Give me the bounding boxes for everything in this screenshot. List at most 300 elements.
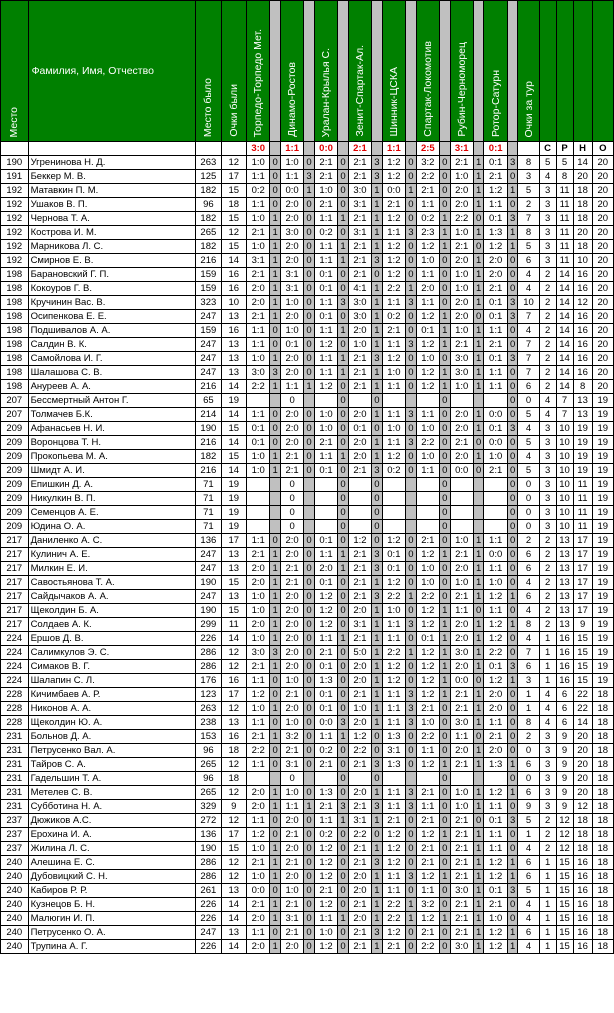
place-cell: 240 <box>1 912 29 926</box>
prediction-points-cell: 3 <box>507 296 518 310</box>
prediction-points-cell: 0 <box>439 814 450 828</box>
table-row <box>1 254 614 268</box>
prediction-cell: 1:1 <box>314 366 337 380</box>
prediction-cell <box>450 520 473 534</box>
o-cell: 18 <box>592 772 613 786</box>
prediction-cell: 1:2 <box>382 534 405 548</box>
prediction-cell: 2:0 <box>247 912 270 926</box>
prediction-points-cell: 0 <box>304 758 315 772</box>
c-cell: 1 <box>539 674 556 688</box>
prediction-points-cell: 3 <box>507 352 518 366</box>
prediction-cell: 1:0 <box>247 352 270 366</box>
prediction-cell: 1:2 <box>484 940 507 954</box>
prediction-cell <box>247 394 270 408</box>
prediction-points-cell: 1 <box>372 912 383 926</box>
prediction-points-cell: 0 <box>507 506 518 520</box>
prediction-cell: 1:1 <box>416 464 439 478</box>
prediction-points-cell: 0 <box>338 268 349 282</box>
n-cell: 18 <box>573 184 592 198</box>
prediction-points-cell: 1 <box>473 170 484 184</box>
table-row <box>1 576 614 590</box>
place-was-cell: 153 <box>196 730 221 744</box>
prediction-cell: 2:0 <box>280 702 303 716</box>
prediction-cell: 2:0 <box>247 800 270 814</box>
prediction-cell: 2:1 <box>348 926 371 940</box>
prediction-points-cell: 3 <box>338 800 349 814</box>
prediction-points-cell: 0 <box>270 422 281 436</box>
prediction-points-cell: 0 <box>304 296 315 310</box>
prediction-points-cell: 1 <box>473 268 484 282</box>
prediction-cell: 2:1 <box>450 702 473 716</box>
table-row <box>1 926 614 940</box>
prediction-points-cell: 1 <box>507 926 518 940</box>
prediction-points-cell: 0 <box>507 338 518 352</box>
name-cell: Петрусенко Вал. А. <box>28 744 196 758</box>
n-cell: 20 <box>573 744 592 758</box>
place-cell: 198 <box>1 282 29 296</box>
place-cell: 217 <box>1 534 29 548</box>
place-cell: 217 <box>1 562 29 576</box>
prediction-cell: 0 <box>280 394 303 408</box>
prediction-cell: 1:2 <box>314 618 337 632</box>
prediction-points-cell: 0 <box>406 674 417 688</box>
prediction-cell: 1:2 <box>247 688 270 702</box>
prediction-points-cell: 0 <box>304 842 315 856</box>
place-cell: 240 <box>1 940 29 954</box>
prediction-cell: 1:1 <box>314 240 337 254</box>
prediction-points-cell: 1 <box>439 828 450 842</box>
prediction-cell: 3:1 <box>247 254 270 268</box>
c-cell: 3 <box>539 744 556 758</box>
c-cell: 2 <box>539 338 556 352</box>
prediction-cell: 2:0 <box>450 254 473 268</box>
prediction-cell: 2:0 <box>450 422 473 436</box>
prediction-points-cell: 0 <box>304 688 315 702</box>
place-was-cell: 125 <box>196 170 221 184</box>
prediction-cell: 1:1 <box>382 226 405 240</box>
prediction-cell: 1:1 <box>280 800 303 814</box>
n-cell: 16 <box>573 898 592 912</box>
prediction-points-cell: 1 <box>270 240 281 254</box>
prediction-cell: 0:1 <box>484 660 507 674</box>
prediction-points-cell: 1 <box>372 716 383 730</box>
n-cell: 12 <box>573 296 592 310</box>
prediction-points-cell: 0 <box>439 296 450 310</box>
prediction-cell: 2:0 <box>484 702 507 716</box>
tour-points-cell: 8 <box>518 156 539 170</box>
prediction-points-cell: 1 <box>473 884 484 898</box>
place-was-cell: 136 <box>196 828 221 842</box>
r-cell: 13 <box>556 604 573 618</box>
match-result-8: 0:1 <box>484 142 507 156</box>
r-cell: 9 <box>556 730 573 744</box>
o-cell: 18 <box>592 688 613 702</box>
prediction-points-cell: 1 <box>372 282 383 296</box>
prediction-points-cell: 0 <box>304 940 315 954</box>
prediction-points-cell: 0 <box>338 576 349 590</box>
prediction-points-cell: 0 <box>507 408 518 422</box>
prediction-points-cell: 1 <box>507 786 518 800</box>
prediction-cell: 2:2 <box>382 590 405 604</box>
place-was-cell: 71 <box>196 520 221 534</box>
prediction-cell: 2:1 <box>247 268 270 282</box>
prediction-cell <box>416 506 439 520</box>
prediction-points-cell: 3 <box>372 562 383 576</box>
name-cell: Никулкин В. П. <box>28 492 196 506</box>
prediction-cell: 3:0 <box>348 296 371 310</box>
prediction-points-cell: 3 <box>372 590 383 604</box>
name-cell: Ануреев А. А. <box>28 380 196 394</box>
c-cell: 2 <box>539 814 556 828</box>
points-were-cell: 16 <box>221 730 246 744</box>
prediction-cell: 2:2 <box>416 436 439 450</box>
place-cell: 207 <box>1 394 29 408</box>
prediction-points-cell: 0 <box>406 240 417 254</box>
n-cell: 17 <box>573 604 592 618</box>
place-was-cell: 182 <box>196 184 221 198</box>
c-cell: 2 <box>539 618 556 632</box>
prediction-points-cell: 0 <box>439 534 450 548</box>
points-were-cell: 13 <box>221 926 246 940</box>
r-cell: 16 <box>556 632 573 646</box>
o-cell: 18 <box>592 842 613 856</box>
o-cell: 20 <box>592 170 613 184</box>
r-cell: 14 <box>556 380 573 394</box>
prediction-cell: 2:0 <box>484 688 507 702</box>
prediction-cell: 1:1 <box>314 254 337 268</box>
prediction-cell <box>484 394 507 408</box>
prediction-points-cell: 0 <box>406 548 417 562</box>
place-was-cell: 226 <box>196 632 221 646</box>
place-cell: 240 <box>1 926 29 940</box>
prediction-points-cell: 0 <box>304 912 315 926</box>
name-cell: Семенцов А. Е. <box>28 506 196 520</box>
o-cell: 19 <box>592 562 613 576</box>
table-row <box>1 408 614 422</box>
prediction-cell: 2:1 <box>314 170 337 184</box>
prediction-points-cell: 0 <box>507 254 518 268</box>
prediction-cell: 2:0 <box>348 450 371 464</box>
r-cell: 15 <box>556 898 573 912</box>
n-cell: 11 <box>573 478 592 492</box>
points-were-cell: 14 <box>221 940 246 954</box>
prediction-cell: 2:2 <box>247 380 270 394</box>
prediction-cell: 2:0 <box>348 604 371 618</box>
prediction-points-cell: 1 <box>473 716 484 730</box>
tour-points-cell: 6 <box>518 926 539 940</box>
r-cell: 15 <box>556 870 573 884</box>
prediction-cell: 2:1 <box>314 436 337 450</box>
prediction-points-cell: 0 <box>338 408 349 422</box>
n-cell: 22 <box>573 702 592 716</box>
r-cell: 15 <box>556 940 573 954</box>
prediction-cell: 0:0 <box>450 674 473 688</box>
c-cell: 3 <box>539 464 556 478</box>
prediction-points-cell: 1 <box>473 842 484 856</box>
table-row <box>1 296 614 310</box>
prediction-cell: 2:1 <box>416 702 439 716</box>
prediction-cell: 2:2 <box>416 170 439 184</box>
tour-points-cell: 10 <box>518 296 539 310</box>
match-result-4: 2:1 <box>348 142 371 156</box>
prediction-points-cell: 0 <box>439 884 450 898</box>
prediction-points-cell: 0 <box>338 646 349 660</box>
prediction-cell: 3:0 <box>450 366 473 380</box>
prediction-cell: 2:2 <box>416 730 439 744</box>
prediction-cell: 1:0 <box>247 870 270 884</box>
prediction-cell: 2:1 <box>450 240 473 254</box>
prediction-points-cell: 1 <box>473 618 484 632</box>
prediction-cell: 1:2 <box>314 940 337 954</box>
prediction-points-cell: 1 <box>507 618 518 632</box>
n-cell: 16 <box>573 310 592 324</box>
prediction-cell: 1:1 <box>314 730 337 744</box>
table-row <box>1 352 614 366</box>
points-were-cell: 12 <box>221 646 246 660</box>
prediction-cell: 2:1 <box>348 562 371 576</box>
name-cell: Щеколдин Ю. А. <box>28 716 196 730</box>
prediction-cell: 2:1 <box>280 744 303 758</box>
prediction-cell: 1:2 <box>484 632 507 646</box>
prediction-cell: 1:1 <box>416 296 439 310</box>
prediction-cell: 0:0 <box>314 716 337 730</box>
prediction-cell: 0:0 <box>450 464 473 478</box>
table-row <box>1 744 614 758</box>
place-was-cell: 123 <box>196 688 221 702</box>
prediction-points-cell: 0 <box>439 464 450 478</box>
table-row <box>1 366 614 380</box>
prediction-points-cell: 0 <box>304 674 315 688</box>
prediction-points-cell: 0 <box>406 828 417 842</box>
prediction-points-cell: 0 <box>304 352 315 366</box>
prediction-cell: 1:1 <box>382 632 405 646</box>
name-cell: Тайров С. А. <box>28 758 196 772</box>
n-cell: 16 <box>573 282 592 296</box>
prediction-cell: 0:1 <box>247 422 270 436</box>
prediction-cell: 2:1 <box>450 436 473 450</box>
c-cell: 4 <box>539 394 556 408</box>
prediction-cell: 2:1 <box>247 660 270 674</box>
prediction-cell: 2:0 <box>348 786 371 800</box>
prediction-cell: 1:1 <box>382 716 405 730</box>
prediction-cell: 1:2 <box>484 786 507 800</box>
o-cell: 19 <box>592 534 613 548</box>
prediction-points-cell: 0 <box>406 324 417 338</box>
prediction-points-cell: 0 <box>507 912 518 926</box>
prediction-points-cell: 1 <box>372 324 383 338</box>
prediction-points-cell <box>270 506 281 520</box>
prediction-cell: 2:0 <box>450 310 473 324</box>
place-was-cell: 247 <box>196 926 221 940</box>
o-cell: 18 <box>592 702 613 716</box>
table-row <box>1 324 614 338</box>
prediction-points-cell: 0 <box>406 926 417 940</box>
prediction-cell: 0:0 <box>484 548 507 562</box>
prediction-points-cell: 1 <box>439 380 450 394</box>
o-cell: 18 <box>592 870 613 884</box>
o-cell: 19 <box>592 506 613 520</box>
prediction-points-cell: 3 <box>406 786 417 800</box>
prediction-points-cell: 0 <box>338 464 349 478</box>
prediction-cell <box>382 506 405 520</box>
name-cell: Угренинова Н. Д. <box>28 156 196 170</box>
name-cell: Ушаков В. П. <box>28 198 196 212</box>
prediction-cell: 1:2 <box>314 604 337 618</box>
prediction-cell: 3:1 <box>280 758 303 772</box>
prediction-cell: 2:1 <box>348 758 371 772</box>
prediction-points-cell: 3 <box>507 212 518 226</box>
prediction-cell: 0:2 <box>314 226 337 240</box>
prediction-cell: 3:0 <box>247 366 270 380</box>
prediction-points-cell: 1 <box>473 870 484 884</box>
prediction-points-cell: 0 <box>270 156 281 170</box>
r-cell: 9 <box>556 758 573 772</box>
prediction-points-cell <box>304 520 315 534</box>
prediction-cell: 1:2 <box>314 870 337 884</box>
place-cell: 198 <box>1 338 29 352</box>
prediction-cell <box>314 492 337 506</box>
prediction-points-cell: 1 <box>338 212 349 226</box>
prediction-cell: 1:2 <box>484 590 507 604</box>
place-was-cell: 265 <box>196 786 221 800</box>
points-were-cell: 16 <box>221 674 246 688</box>
prediction-cell: 1:1 <box>416 800 439 814</box>
prediction-points-cell: 0 <box>473 674 484 688</box>
o-cell: 20 <box>592 352 613 366</box>
prediction-cell: 1:1 <box>247 534 270 548</box>
place-cell: 192 <box>1 212 29 226</box>
o-cell: 19 <box>592 436 613 450</box>
prediction-cell: 2:0 <box>416 282 439 296</box>
prediction-cell: 2:0 <box>348 912 371 926</box>
n-cell: 15 <box>573 646 592 660</box>
tour-points-cell: 7 <box>518 310 539 324</box>
prediction-points-cell: 0 <box>304 282 315 296</box>
r-cell: 15 <box>556 926 573 940</box>
header-row <box>1 1 614 142</box>
tour-points-cell: 8 <box>518 716 539 730</box>
prediction-points-cell: 0 <box>338 226 349 240</box>
prediction-points-cell: 0 <box>304 870 315 884</box>
prediction-cell: 1:1 <box>314 352 337 366</box>
place-was-cell: 182 <box>196 212 221 226</box>
prediction-points-cell: 1 <box>372 604 383 618</box>
prediction-cell: 1:1 <box>247 408 270 422</box>
prediction-points-cell: 1 <box>270 856 281 870</box>
prediction-cell: 1:2 <box>416 366 439 380</box>
prediction-points-cell: 0 <box>304 856 315 870</box>
prediction-cell <box>484 492 507 506</box>
prediction-points-cell: 1 <box>270 632 281 646</box>
place-cell: 240 <box>1 898 29 912</box>
prediction-cell: 2:0 <box>280 604 303 618</box>
prediction-cell: 1:2 <box>382 240 405 254</box>
c-cell: 2 <box>539 548 556 562</box>
prediction-cell: 3:0 <box>450 646 473 660</box>
prediction-points-cell: 0 <box>439 898 450 912</box>
prediction-cell <box>450 492 473 506</box>
tour-points-cell: 7 <box>518 646 539 660</box>
prediction-cell: 1:1 <box>247 814 270 828</box>
n-cell: 19 <box>573 436 592 450</box>
place-was-cell: 261 <box>196 884 221 898</box>
prediction-cell: 2:0 <box>450 408 473 422</box>
place-was-cell: 263 <box>196 156 221 170</box>
prediction-points-cell: 3 <box>406 618 417 632</box>
prediction-points-cell: 0 <box>338 506 349 520</box>
place-cell: 231 <box>1 758 29 772</box>
prediction-points-cell: 1 <box>270 548 281 562</box>
place-was-cell: 96 <box>196 744 221 758</box>
table-row <box>1 198 614 212</box>
c-cell: 2 <box>539 296 556 310</box>
name-cell: Смирнов Е. В. <box>28 254 196 268</box>
r-cell: 9 <box>556 800 573 814</box>
prediction-cell: 1:0 <box>280 786 303 800</box>
prediction-cell: 2:0 <box>348 408 371 422</box>
place-was-cell: 272 <box>196 814 221 828</box>
prediction-points-cell: 0 <box>338 884 349 898</box>
prediction-points-cell: 0 <box>304 744 315 758</box>
prediction-cell: 1:0 <box>314 422 337 436</box>
prediction-points-cell: 0 <box>406 730 417 744</box>
prediction-cell <box>314 520 337 534</box>
prediction-points-cell: 0 <box>406 660 417 674</box>
r-cell: 10 <box>556 450 573 464</box>
prediction-points-cell: 1 <box>507 674 518 688</box>
prediction-points-cell: 1 <box>406 282 417 296</box>
header-sep <box>372 1 383 142</box>
prediction-points-cell: 0 <box>439 450 450 464</box>
prediction-cell: 2:1 <box>450 898 473 912</box>
prediction-cell: 1:1 <box>382 702 405 716</box>
prediction-cell: 1:0 <box>280 884 303 898</box>
prediction-points-cell: 0 <box>338 702 349 716</box>
prediction-cell: 1:1 <box>314 296 337 310</box>
r-cell: 14 <box>556 366 573 380</box>
prediction-points-cell <box>473 520 484 534</box>
prediction-cell: 1:3 <box>382 730 405 744</box>
prediction-points-cell: 0 <box>473 730 484 744</box>
points-were-cell: 15 <box>221 184 246 198</box>
prediction-cell: 1:2 <box>416 548 439 562</box>
prediction-points-cell: 0 <box>338 436 349 450</box>
prediction-points-cell: 1 <box>507 240 518 254</box>
name-cell: Кичимбаев А. Р. <box>28 688 196 702</box>
prediction-points-cell: 1 <box>270 940 281 954</box>
points-were-cell: 13 <box>221 716 246 730</box>
prediction-points-cell: 1 <box>270 604 281 618</box>
prediction-cell: 1:1 <box>450 604 473 618</box>
prediction-cell: 2:2 <box>382 912 405 926</box>
place-was-cell: 96 <box>196 772 221 786</box>
prediction-cell: 2:0 <box>247 562 270 576</box>
prediction-cell: 1:2 <box>416 828 439 842</box>
name-cell: Юдина О. А. <box>28 520 196 534</box>
prediction-points-cell: 1 <box>372 814 383 828</box>
r-cell: 10 <box>556 506 573 520</box>
tour-points-cell: 6 <box>518 380 539 394</box>
place-cell: 237 <box>1 842 29 856</box>
table-row <box>1 184 614 198</box>
prediction-points-cell: 0 <box>270 744 281 758</box>
table-row <box>1 520 614 534</box>
prediction-cell: 3:0 <box>450 884 473 898</box>
prediction-points-cell: 0 <box>406 156 417 170</box>
prediction-points-cell: 1 <box>270 842 281 856</box>
o-cell: 20 <box>592 282 613 296</box>
tour-points-cell: 2 <box>518 534 539 548</box>
